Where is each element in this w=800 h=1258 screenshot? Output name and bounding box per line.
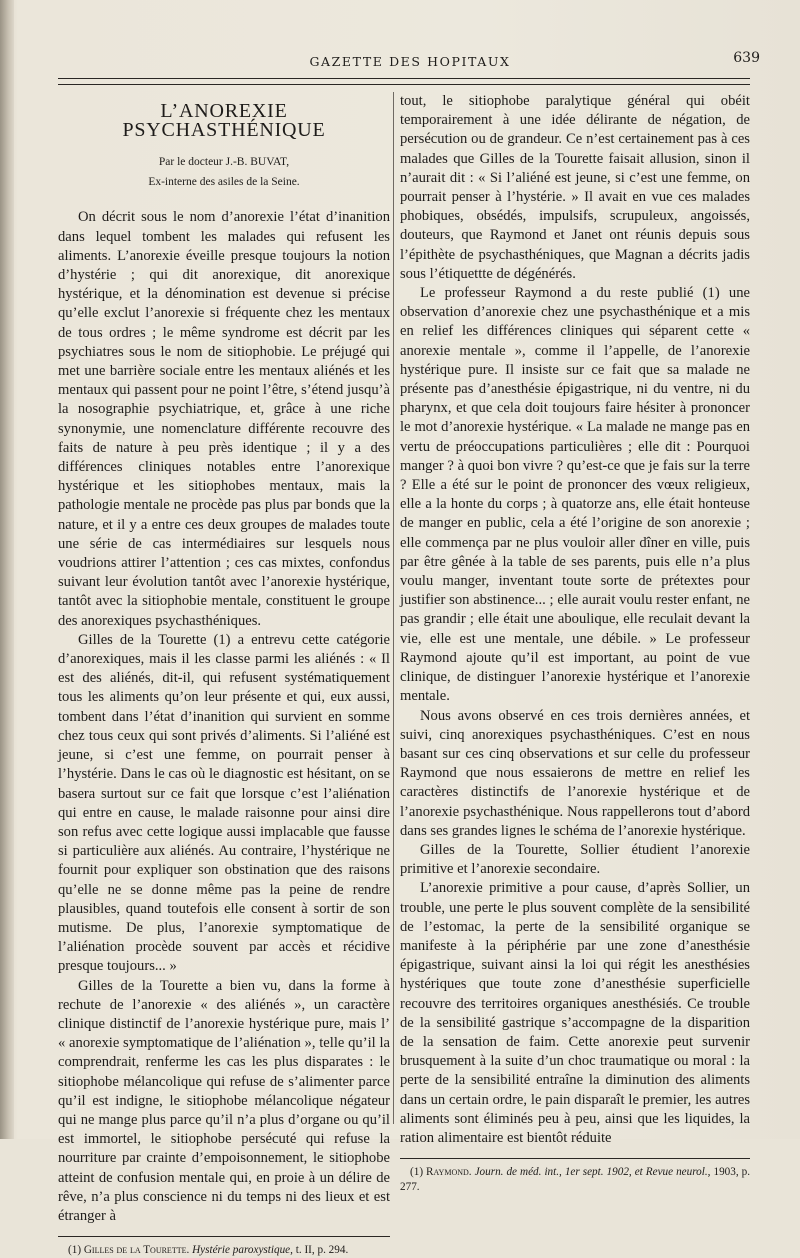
running-title: GAZETTE DES HOPITAUX bbox=[309, 54, 511, 69]
footnote-number: (1) bbox=[410, 1166, 424, 1179]
paragraph: tout, le sitiophobe paralytique général qui obéit temporairement à une idée délirante de négation, de persécution ou de grandeur. Ce n’est certainement pas à ces malades que Gilles de la Tourette faisait allusion, sinon il n’aurait dit : « Si l’aliéné est jeune, si c’est une femme, on pourrait penser à l’hystérie. » Il avait en vue ces malades phobiques, obsédés, impulsifs, scrupuleux, angoissés, douteurs, que Raymond et Janet ont réunis depuis sous l’épithète de psychasthéniques, que Magnan a décrits jadis sous l’étiquettte de dégénérés. bbox=[400, 93, 750, 282]
footnote-work: Journ. de méd. int., 1er sept. 1902, et Revue neurol., bbox=[474, 1166, 711, 1179]
footnote-number: (1) bbox=[68, 1244, 82, 1257]
footnote-work: Hystérie paroxystique, bbox=[192, 1244, 293, 1257]
page-binding-edge bbox=[0, 0, 14, 1139]
paragraph: Nous avons observé en ces trois dernières années, et suivi, cinq anorexiques psychasthéniques. C’est en nous basant sur ces cinq observations et sur celle du professeur Raymond que nous essaierons de mettre en relief les caractères distinctifs de l’anorexie hystérique et de l’anorexie psychasthénique. Nous rappellerons tout d’abord dans ses grandes lignes le schéma de l’anorexie hystérique. bbox=[400, 707, 750, 839]
article-byline: Par le docteur J.-B. BUVAT, bbox=[158, 156, 290, 169]
header-double-rule bbox=[58, 78, 750, 85]
paragraph: Le professeur Raymond a du reste publié (1) une observation d’anorexie chez une psychasthénique et a mis en relief les différences cliniques qui séparent cette « anorexie mentale », comme il l’appelle, de l’anorexie hystérique pure. Il insiste sur ce fait que sa malade ne présente pas d’anesthésie épigastrique, ni du ventre, ni du pharynx, et que cela doit toujours faire hésiter à prononcer le mot d’anorexie hystérique. « La malade ne mange pas en vertu de préoccupations particulières ; elle dit : Pourquoi manger ? à quoi bon vivre ? qu’est-ce que je fais sur la terre ? Elle a été sur le point de prononcer des vœux religieux, elle a la honte du corps ; à quatorze ans, elle était honteuse de manger en public, cela a été l’origine de son anorexie ; elle commença par ne plus vouloir aller dîner en ville, puis par être gênée à la table de ses parents, puis elle n’a plus voulu manger, inventant toute sorte de prétextes pour justifier son abstinence... ; elle aurait voulu rester enfant, ne pas grandir ; elle était une aboulique, elle reculait devant la vie, elle est une mentale, une débile. » Le professeur Raymond ajoute qu’il est important, au point de vue clinique, de distinguer l’anorexie hystérique et l’anorexie mentale. bbox=[400, 285, 750, 705]
paragraph: On décrit sous le nom d’anorexie l’état d’inanition dans lequel tombent les malades qui refusent les aliments. L’anorexie éveille presque toujours la notion d’hystérie ; qui dit anorexique, dit anorexique hystérique, et la dénomination est devenue si précise qu’elle exclut l’anorexie si fréquente chez les mentaux de tous ordres ; le même syndrome est décrit par les psychiatres sous le nom de sitiophobie. Le préjugé qui met une barrière sociale entre les mentaux aliénés et les mentaux qui passent pour ne point l’être, s’étend jusqu’à la nosographie psychiatrique, et, grâce à une riche synonymie, une nomenclature différente recouvre des faits de nature à peu près identique ; il y a des différences cliniques notables entre l’anorexique hystérique et les sitiophobes mentaux, mais la pathologie mentale ne procède pas plus par bonds que la nature, et il y a entre ces deux groupes de malades toute une série de cas intermédiaires sur lesquels nous voudrions attirer l’attention ; ces cas mixtes, confondus suivant leur évolution tantôt avec l’anorexie hystérique, tantôt avec la sitiophobie mentale, constituent le groupe des anorexiques psychasthéniques. bbox=[58, 209, 390, 629]
running-head bbox=[60, 50, 760, 76]
footnote bbox=[58, 1243, 390, 1258]
right-column bbox=[400, 92, 750, 1195]
page-number: 639 bbox=[733, 50, 760, 66]
paragraph: Gilles de la Tourette, Sollier étudient l’anorexie primitive et l’anorexie secondaire. bbox=[400, 841, 750, 878]
column-divider bbox=[393, 92, 394, 1124]
footnote-rule bbox=[58, 1236, 390, 1237]
footnote-author: Gilles de la Tourette. bbox=[83, 1244, 190, 1257]
left-column bbox=[58, 92, 390, 1258]
paragraph: Gilles de la Tourette a bien vu, dans la forme à rechute de l’anorexie « des aliénés », un caractère clinique distinctif de l’anorexie hystérique pure, mais l’ « anorexie symptomatique de l’aliénation », telle qu’il la comprendrait, renferme les cas les plus disparates : le sitiophobe mélancolique qui refuse de s’alimenter parce qu’il est indigne, le sitiophobe mélancolique négateur qui ne mange plus parce qu’il n’a plus d’organe ou qu’il est immortel, le sitiophobe persécuté qui refuse la nourriture par crainte d’empoisonnement, le sitiophobe atteint de confusion mentale qui, en proie à un délire de rêve, n’a plus conscience ni du temps ni des lieux et est étranger à bbox=[58, 977, 390, 1224]
footnote-reference: t. II, p. 294. bbox=[295, 1244, 349, 1257]
footnote-rule bbox=[400, 1158, 750, 1159]
article-affiliation: Ex-interne des asiles de la Seine. bbox=[148, 176, 300, 189]
paragraph: L’anorexie primitive a pour cause, d’après Sollier, un trouble, une perte le plus souvent complète de la sensibilité de l’estomac, la perte de la sensibilité organique se manifeste à la périphérie par une zone d’anesthésie épigastrique, suivant ainsi la loi qui régit les anesthésies hystériques que toute zone d’anesthésie superficielle recouvre des territoires organiques anesthésiés. Ce trouble de la sensibilité gastrique s’accompagne de la disparition de la sensation de faim. Cette anorexie peut survenir brusquement à la suite d’un choc traumatique ou moral : la perte de la sensibilité entraîne la diminution des aliments dans un certain ordre, le pain disparaît le premier, les autres aliments sont éliminés peu à peu, ainsi que les liquides, la ration alimentaire est bientôt réduite bbox=[400, 880, 750, 1146]
article-title: L’ANOREXIE PSYCHASTHÉNIQUE bbox=[122, 100, 326, 142]
footnote-reference: 1903, p. 277. bbox=[400, 1166, 751, 1194]
paragraph: Gilles de la Tourette (1) a entrevu cette catégorie d’anorexiques, mais il les classe parmi les aliénés : « Il est des aliénés, dit-il, qui refusent systématiquement tous les aliments qu’on leur présente et qui, eux aussi, tombent dans l’état d’inanition qui survient en somme chez tous ceux qui sont privés d’aliments. Si l’aliéné est jeune, si c’est une femme, on pourrait penser à l’hystérie. Dans le cas où le diagnostic est hésitant, on se basera surtout sur ce fait que lorsque c’est l’aliénation qui entre en cause, le malade raisonne pour ainsi dire son refus avec cette logique aussi implacable que fausse si particulière aux aliénés. Au contraire, l’hystérique ne fournit pour expliquer son obstination que des raisons qu’elle ne se donne même pas la peine de rendre plausibles, quand toutefois elle consent à sortir de son mutisme. De plus, l’anorexie symptomatique de l’aliénation procède souvent par accès et récidive presque toujours... » bbox=[58, 631, 390, 975]
footnote bbox=[400, 1165, 750, 1195]
footnote-author: Raymond. bbox=[426, 1166, 472, 1179]
